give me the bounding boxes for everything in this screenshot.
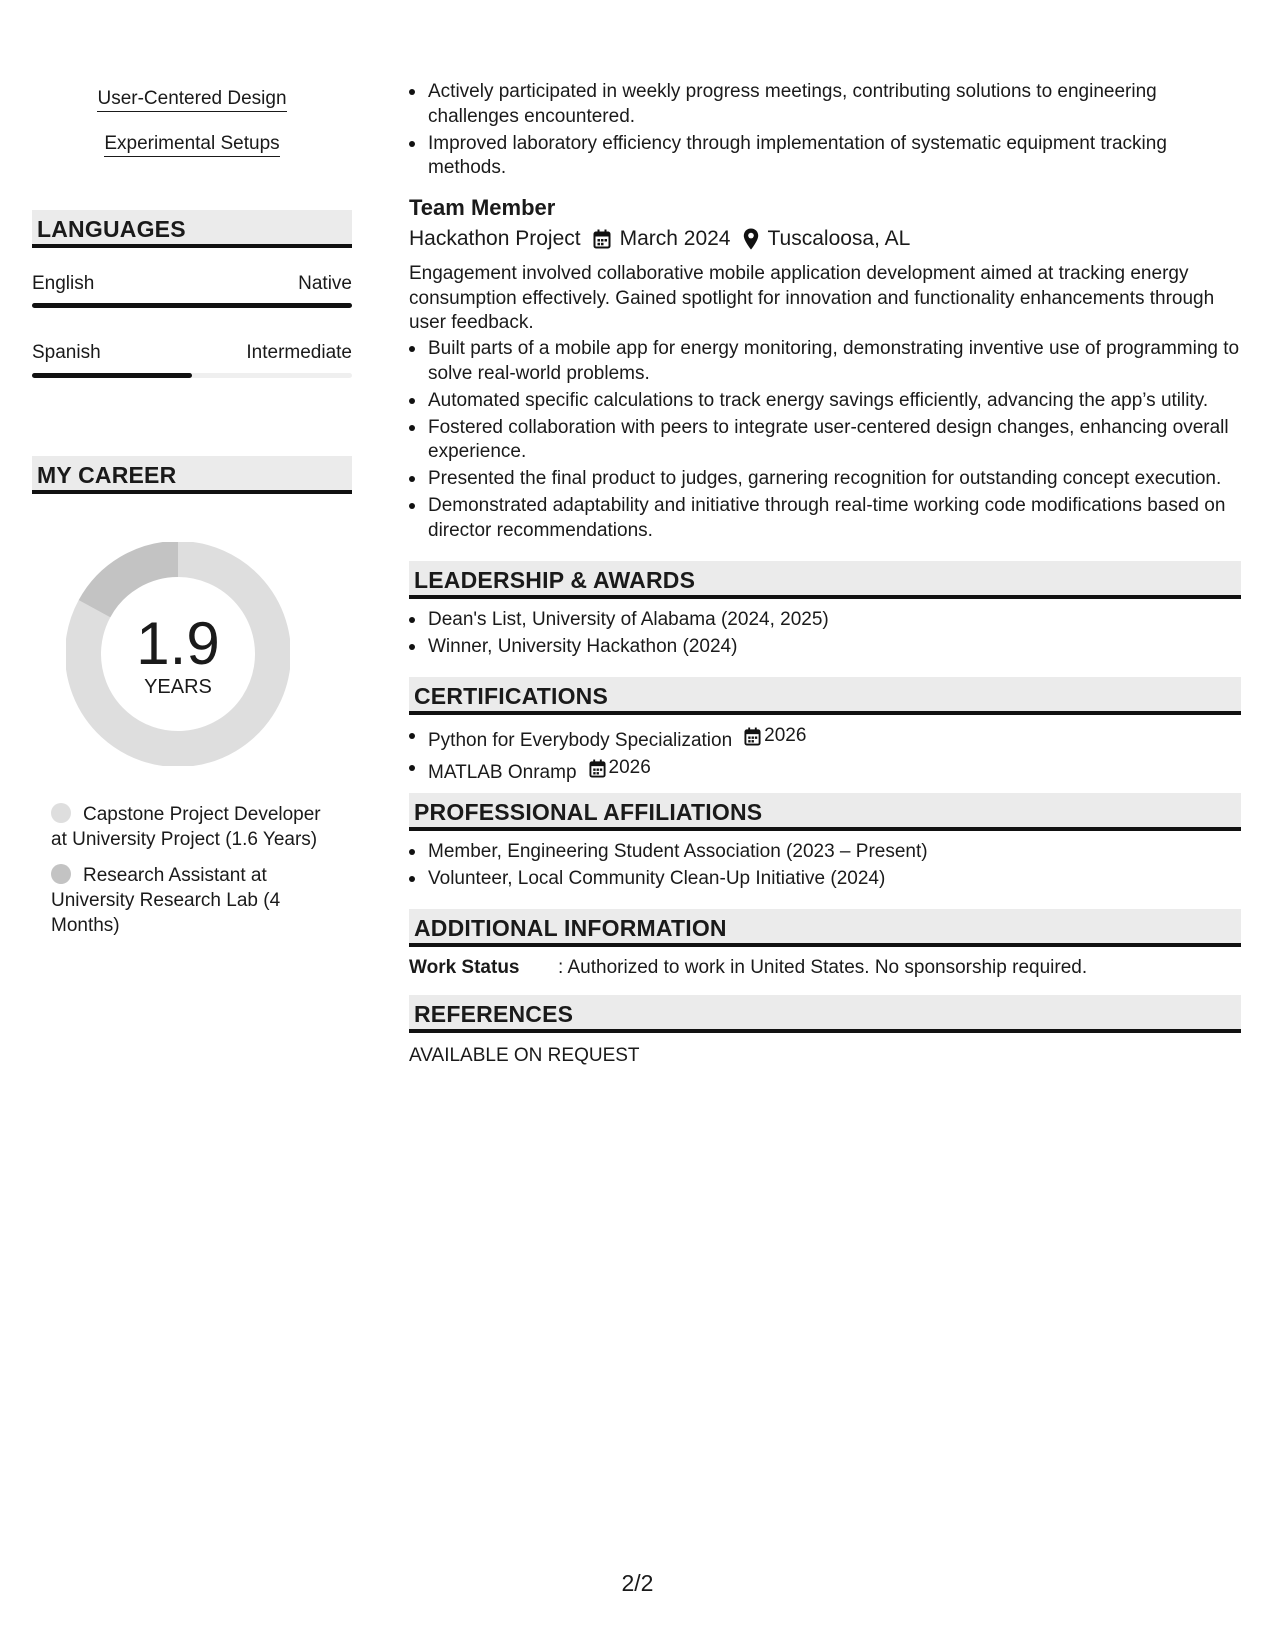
awards-list <box>409 608 1241 662</box>
language-proficiency-bar <box>32 373 352 378</box>
career-total-unit: YEARS <box>144 676 212 698</box>
career-heading: MY CAREER <box>32 456 352 494</box>
references-text: AVAILABLE ON REQUEST <box>409 1045 640 1066</box>
calendar-icon <box>744 727 761 746</box>
language-proficiency-fill <box>32 303 352 308</box>
legend-dot <box>51 803 71 823</box>
affiliations-heading: PROFESSIONAL AFFILIATIONS <box>409 793 1241 831</box>
job-bullets <box>409 337 1241 546</box>
certification-name: MATLAB Onramp <box>428 761 577 783</box>
language-proficiency-fill <box>32 373 192 378</box>
list-item <box>409 724 1241 753</box>
job-description: Engagement involved collaborative mobile application development aimed at tracking energy consumption effectively. Gained spotlight for innovation and functionality enhancements through user feedback. <box>409 263 1215 333</box>
certification-year: 2026 <box>764 725 807 746</box>
previous-job-bullets <box>409 80 1241 183</box>
work-status-label: Work Status <box>409 957 520 978</box>
career-legend-item: Research Assistant at University Research Lab (4 Months) <box>51 865 281 936</box>
references-heading: REFERENCES <box>409 995 1241 1033</box>
skill-item: Experimental Setups <box>32 133 352 155</box>
list-item: Member, Engineering Student Association (2023 – Present) <box>409 840 1241 865</box>
language-proficiency-bar <box>32 303 352 308</box>
job-date: March 2024 <box>619 227 731 250</box>
certification-name: Python for Everybody Specialization <box>428 729 733 751</box>
language-name: English <box>32 273 95 294</box>
list-item: Dean's List, University of Alabama (2024, 2025) <box>409 608 1241 633</box>
list-item: Presented the final product to judges, garnering recognition for outstanding concept execution. <box>409 467 1241 492</box>
list-item: Winner, University Hackathon (2024) <box>409 635 1241 660</box>
list-item: Automated specific calculations to track energy savings efficiently, advancing the app’s utility. <box>409 389 1241 414</box>
additional-info-heading: ADDITIONAL INFORMATION <box>409 909 1241 947</box>
languages-heading: LANGUAGES <box>32 210 352 248</box>
location-pin-icon <box>743 228 759 250</box>
list-item <box>409 756 1241 785</box>
list-item: Fostered collaboration with peers to integrate user-centered design changes, enhancing overall experience. <box>409 416 1241 465</box>
list-item: Actively participated in weekly progress meetings, contributing solutions to engineering challenges encountered. <box>409 80 1241 129</box>
page-number: 2/2 <box>621 1570 654 1596</box>
job-meta <box>409 227 910 251</box>
work-status-value: : Authorized to work in United States. No sponsorship required. <box>558 957 1088 978</box>
language-level: Native <box>298 273 352 294</box>
language-name: Spanish <box>32 342 101 363</box>
certifications-list <box>409 724 1241 788</box>
list-item: Volunteer, Local Community Clean-Up Initiative (2024) <box>409 867 1241 892</box>
list-item: Built parts of a mobile app for energy monitoring, demonstrating inventive use of programming to solve real-world problems. <box>409 337 1241 386</box>
certifications-heading: CERTIFICATIONS <box>409 677 1241 715</box>
job-company: Hackathon Project <box>409 227 581 250</box>
calendar-icon <box>593 229 611 249</box>
language-level: Intermediate <box>246 342 352 363</box>
skill-item: User-Centered Design <box>32 88 352 110</box>
list-item: Demonstrated adaptability and initiative through real-time working code modifications based on director recommendations. <box>409 494 1241 543</box>
career-legend-item: Capstone Project Developer at University Project (1.6 Years) <box>51 804 321 850</box>
affiliations-list <box>409 840 1241 894</box>
job-location: Tuscaloosa, AL <box>767 227 911 250</box>
certification-year: 2026 <box>608 756 651 778</box>
career-donut-segment <box>94 559 178 609</box>
list-item: Improved laboratory efficiency through implementation of systematic equipment tracking methods. <box>409 132 1241 181</box>
awards-heading: LEADERSHIP & AWARDS <box>409 561 1241 599</box>
legend-dot <box>51 864 71 884</box>
calendar-icon <box>589 759 606 778</box>
job-title: Team Member <box>409 195 556 220</box>
career-total-years: 1.9 <box>136 610 220 677</box>
